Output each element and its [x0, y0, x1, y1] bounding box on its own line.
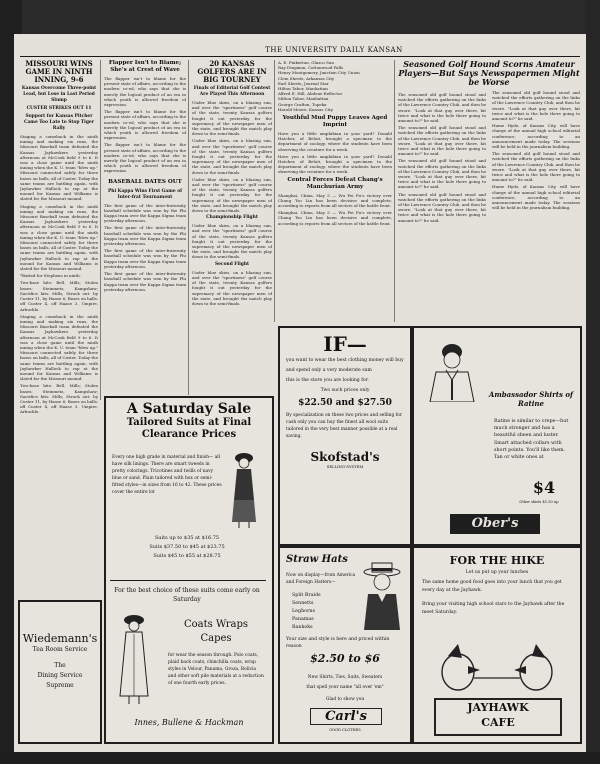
article-body: Hume Hyde, of Kansas City, will have charge of the annual high school editorial conference, according to an announcement made today. The sessions will be held in the journalism building. [492, 184, 580, 211]
ad-price: $22.50 and $27.50 [298, 398, 392, 408]
qualifier-item: Earl Sheets, Journal Star [278, 80, 329, 86]
qualifier-item: Harold Moore, Kansas City [278, 106, 333, 112]
ad-logo: Carl's [310, 708, 382, 725]
article-body: The first game of the inter-fraternity baseball schedule was won by the Phi Kappa team over the Kappa Sigma team yesterday afternoon. [104, 225, 186, 247]
qualifier-item: Alfred E. Hill, Abilene Reflector [278, 91, 343, 97]
article-body: The seasoned old golf hound stood and watched the efforts gathering on the links of the Lawrence Country Club, and then he swore. "Look at that guy over there, hit twice and what is the hole there going to amount to?" he said. [492, 151, 580, 183]
ad-price-list [112, 534, 262, 561]
column-rule [100, 60, 101, 400]
ad-line: Clearance Prices [141, 429, 237, 440]
ad-jayhawk-cafe [412, 546, 582, 744]
article-body: Under blue skies, on a blazing sun, and over the "sportiness" golf course of the state, twenty Kansas golfers fought it out yesterday for the supremacy of the newspaper men of the state, and brought the match play down to the semi-finals. [192, 223, 272, 260]
ad-title: Wraps [215, 619, 249, 630]
article-body: Hume Hyde, of Kansas City, will have charge of the annual high school editorial conference, according to an announcement made today. The sessions will be held in the journalism building. [492, 123, 580, 150]
article-body: The seasoned old golf hound stood and watched the efforts gathering on the links of the Lawrence Country Club, and then he swore. "Look at that guy over there, hit twice and what is the hole there going to amount to?" he said. [398, 92, 487, 124]
ad-body: By specialization on these two prices and selling for cash only you can buy the finest all wool suits tailored in the very best manner possible at a real saving. [286, 413, 403, 439]
ad-price: Suits $37.50 to $45 at $23.75 [149, 544, 225, 550]
ad-saturday-sale [104, 396, 274, 744]
headline-mud-puppy: Youthful Mud Puppy Leaves Aged Imprint [282, 115, 388, 129]
ad-line: Tailored Suits at Final [126, 417, 252, 428]
ad-note: Other shirts $1.50 up [519, 500, 559, 504]
article-body: Under blue skies, on a blazing sun, and over the "sportiness" golf course of the state, twenty Kansas golfers fought it out yesterday for the supremacy of the newspaper men of the state, and brought the match play down to the semi-finals. [192, 269, 272, 306]
ad-body: Ratine is similar to crepe—but much stronger and has a beautiful sheen and luster. Smart attached collars with short points. You'll like them. Tan or white ones at [494, 419, 569, 461]
ad-price: $2.50 to $6 [310, 652, 380, 665]
ad-line: The [54, 662, 66, 669]
box-score-footnote: Two-base hits: Bell, Mills; Stolen bases: Steinmetz, Kampshaw; Sacrifice hits: Mills; Struck out: by Custer 11, by Haase 6; Bases on balls: off Custer 4, off Haase 3. Umpire, Arbuckle. [20, 383, 98, 415]
ad-item: Sennetts [292, 601, 314, 606]
article-body: The first game of the inter-fraternity baseball schedule was won by the Phi Kappa team over the Kappa Sigma team yesterday afternoon. [104, 271, 186, 292]
headline-flapper: Flapper Isn't to Blame; She's at Crest of Wave [108, 60, 182, 73]
ad-price: Suits up to $35 at $16.75 [154, 535, 220, 541]
article-body: Under blue skies, on a blazing sun, and over the "sportiness" golf course of the state, twenty Kansas golfers fought it out yesterday for the supremacy of the newspaper men of the state, and brought the match play down to the semi-finals. [192, 138, 272, 175]
ad-price: $4 [532, 478, 556, 497]
ad-line: Tea Room Service [32, 646, 88, 653]
woman-in-suit-illustration [224, 448, 264, 530]
article-body: Under blue skies, on a blazing sun, and over the "sportiness" golf course of the state, twenty Kansas golfers fought it out yesterday for the supremacy of the newspaper men of the state, and brought the match play down to the semi-finals. [192, 176, 272, 214]
column-rule [188, 60, 189, 395]
masthead-rule [20, 56, 580, 57]
qualifier-item: A. E. Pinkerton, Glasco Sun [278, 60, 335, 65]
ad-title: IF— [323, 332, 367, 356]
newspaper-page [14, 34, 586, 752]
article-body: Have you a little amphibian in your yard? Donald Hatcher, of Beloit, brought a specimen to the department of zoology, where the students have been observing the creature for a week. [278, 153, 392, 175]
ad-line: Your size and style is here and priced within reason [286, 637, 390, 649]
ad-coats-titles [168, 618, 264, 646]
ad-line: and spend only a very moderate sum [286, 368, 372, 373]
cafe-name: JAYHAWK [467, 701, 529, 714]
cafe-sign [434, 698, 562, 736]
scan-border-bottom [0, 752, 600, 764]
woman-in-coat-illustration [112, 612, 156, 708]
article-body: The flapper isn't to blame for the present state of affairs, according to the modern co-ed, who says that she is merely the logical product of an era in which youth is allowed freedom of expression. [104, 142, 186, 174]
ad-body: Every one high grade in material and finish— all have silk linings. There are smart tweeds in pretty colorings. Tricotines and twills of navy blue or sand. Plain tailored with box or semi-fitted styles—in sizes from 16 to 42. These prices cover the entire lot [112, 455, 222, 495]
column-baseball [20, 60, 98, 615]
column-golf-hound [398, 60, 580, 322]
ad-body: Bring your visiting high school stars to the Jayhawk after the meet Saturday. [422, 602, 565, 615]
ad-item: Split Braids [292, 593, 321, 598]
article-body: The seasoned old golf hound stood and watched the efforts gathering on the links of the Lawrence Country Club, and then he swore. "Look at that guy over there, hit twice and what is the hole there going to amount to?" he said. [492, 90, 580, 122]
ad-tagline: SELLING-SYSTEM [326, 464, 364, 469]
man-in-straw-hat-illustration [360, 560, 404, 630]
article-body: The flapper isn't to blame for the present state of affairs, according to the modern co-ed, who says that she is merely the logical product of an era in which youth is allowed freedom of expression. [104, 76, 186, 108]
ad-obers [412, 326, 582, 546]
ad-wiedemann [18, 600, 102, 744]
cafe-name: CAFE [481, 716, 515, 729]
column-rule [394, 60, 395, 322]
qualifier-list [278, 60, 392, 112]
article-body: Staging a comeback in the ninth inning and making six runs, the Missouri Baseball team defeated the Kansas Jayhawkers yesterday afternoon at McCook field 9 to 6. It was a close game until the ninth inning when the K. U. team "blew up." Missouri connected safely for three bases on balls, all of Custer. Today the same teams are battling again, with Jayhawker Hallock to rap at the mound for Kansas and Williams is slated for the Missouri mound. [20, 134, 98, 202]
headline-golfers: 20 KANSAS GOLFERS ARE IN BIG TOURNEY [197, 60, 267, 84]
ad-title: A Saturday Sale [126, 401, 252, 417]
bracket-title-second: Second Flight [214, 261, 250, 267]
ad-logo: Skofstad's [310, 450, 380, 464]
headline-central-forces: Central Forces Defeat Chang's Manchurian Army [287, 176, 383, 190]
qualifier-item: Milton Tabor, Manhattan [278, 96, 329, 102]
ad-tagline: GOOD CLOTHES [329, 728, 361, 732]
ad-title: Straw Hats [286, 554, 348, 565]
ad-signature: Innes, Bullene & Hackman [134, 718, 244, 727]
article-columns [398, 90, 580, 223]
subhead-custer: CUSTER STRIKES OUT 11 [26, 106, 92, 111]
column-mud-puppy [278, 60, 392, 322]
qualifier-item: Clem Sheets, Arkansas City [278, 75, 335, 81]
article-body: The seasoned old golf hound stood and watched the efforts gathering on the links of the Lawrence Country Club, and then he swore. "Look at that guy over there, hit twice and what is the hole there going to amount to?" he said. [398, 158, 487, 190]
headline-missouri: MISSOURI WINS GAME IN NINTH INNING, 9-6 [25, 60, 93, 84]
article-body: Under blue skies, on a blazing sun, and over the "sportiness" golf course of the state, twenty Kansas golfers fought it out yesterday for the supremacy of the newspaper men of the state, and brought the match play down to the semi-finals. [192, 100, 272, 137]
ad-line: New Shirts, Ties, Suits, Sweaters [307, 675, 383, 680]
article-body: The seasoned old golf hound stood and watched the efforts gathering on the links of the Lawrence Country Club, and then he swore. "Look at that guy over there, hit twice and what is the hole there going to amount to?" he said. [398, 125, 487, 157]
ad-intro: For the best choice of these suits come early on Saturday [114, 587, 260, 603]
ad-line: Supreme [46, 682, 74, 689]
ad-line: Glad to show you [325, 697, 365, 702]
ad-item: Leghorns [292, 609, 315, 614]
article-body: The seasoned old golf hound stood and watched the efforts gathering on the links of the Lawrence Country Club, and then he swore. "Look at that guy over there, hit twice and what is the hole there going to amount to?" he said. [398, 191, 487, 223]
article-body: Have you a little amphibian in your yard? Donald Hatcher, of Beloit, brought a specimen to the department of zoology, where the students have been observing the creature for a week. [278, 131, 392, 152]
ad-price: Suits $45 to $55 at $28.75 [153, 553, 221, 559]
ad-skofstad [278, 326, 412, 546]
column-flapper [104, 60, 186, 395]
article-body: Shanghai, China, May 5 — Wu Pei Fu's victory over Chang Tso Lin has been decisive and complete, according to reports from all sectors of the battle front. [278, 210, 392, 226]
ad-body: The same home good food goes into your lunch that you get every day at the Jayhawk. [422, 580, 562, 593]
ad-logo: Ober's [450, 514, 540, 534]
ad-line: that spell your name "all over 'em" [306, 685, 384, 690]
article-body: The first game of the inter-fraternity baseball schedule was won by the Phi Kappa team over the Kappa Sigma team yesterday afternoon. [104, 202, 186, 224]
ad-title: Wiedemann's [22, 632, 98, 645]
subhead-support: Support for Kansas Pitcher Came Too Late to Stop Tiger Rally [23, 114, 95, 131]
bracket-title: Championship Flight [206, 215, 258, 221]
subhead-editorial-golf: Finals of Editorial Golf Contest Are Played This Afternoon [193, 86, 271, 97]
box-score-footnote: Two-base hits: Bell, Mills; Stolen bases: Steinmetz, Kampshaw; Sacrifice hits: Mills; Struck out: by Custer 11, by Haase 6; Bases on balls: off Custer 4, off Haase 3. Umpire, Arbuckle. [20, 280, 98, 312]
ad-line: you want to wear the best clothing money will buy [286, 358, 404, 363]
ad-title: Ambassador Shirts of Ratine [488, 390, 574, 408]
subhead-kansas: Kansas Overcome Three-point Lead, but Lose in Last Period Slump [21, 86, 97, 103]
ad-title: FOR THE HIKE [449, 554, 545, 567]
ad-carls [278, 546, 412, 744]
headline-baseball-dates: BASEBALL DATES OUT [108, 178, 182, 185]
subhead-phi-kappa: Phi Kappa Wins First Game of Inter-frat Tournament [107, 188, 183, 200]
ad-title: Capes [200, 633, 232, 644]
scan-border-right [586, 0, 600, 764]
masthead: THE UNIVERSITY DAILY KANSAN [265, 46, 403, 54]
column-rule [274, 60, 275, 322]
ad-body: for wear the season through. Polo coats, plaid back coats, chinchilla coats, wrap styles in Velour, Panama, Groza, Bolivia and other soft pile materials at a reduction of one fourth early prices. [168, 653, 264, 686]
qualifier-item: Henry Montgomery, Junction City Union [278, 70, 360, 76]
ad-hat-list [292, 592, 321, 632]
ad-copy [280, 356, 410, 396]
ad-line: Two such prices only [320, 388, 370, 393]
box-score-note: *Batted for Stephens in ninth. [20, 273, 81, 279]
qualifier-item: George Crafton, Topeka [278, 101, 327, 107]
ad-item: Bankoks [292, 625, 313, 630]
man-in-shirt-illustration [422, 336, 482, 402]
scan-border-top [0, 0, 600, 34]
ad-subtitle: Now on display—from America and Foreign Hatters— [286, 573, 356, 585]
article-body: The flapper isn't to blame for the present state of affairs, according to the modern co-ed, who says that she is merely the logical product of an era in which youth is allowed freedom of expression. [104, 109, 186, 141]
qualifier-item: Hilton Tabor, Manhattan [278, 86, 328, 92]
ad-line: this is the store you are looking for. [286, 378, 369, 383]
article-body: Staging a comeback in the ninth inning and making six runs, the Missouri Baseball team defeated the Kansas Jayhawkers yesterday afternoon at McCook field 9 to 6. It was a close game until the ninth inning when the K. U. team "blew up." Missouri connected safely for three bases on balls, all of Custer. Today the same teams are battling again, with Jayhawker Hallock to rap at the mound for Kansas and Williams is slated for the Missouri mound. [20, 203, 98, 272]
ad-divider [110, 580, 266, 581]
ad-item: Panamas [292, 617, 314, 622]
ad-title: Coats [183, 619, 213, 630]
article-body: The first game of the inter-fraternity baseball schedule was won by the Phi Kappa team over the Kappa Sigma team yesterday afternoon. [104, 248, 186, 269]
headline-golf-hound: Seasoned Golf Hound Scorns Amateur Players—But Says Newspapermen Might be Worse [398, 60, 580, 87]
column-golfers [192, 60, 272, 395]
qualifier-item: Ray Dingman, Cottonwood Falls [278, 65, 344, 71]
article-body: Staging a comeback in the ninth inning and making six runs, the Missouri Baseball team defeated the Kansas Jayhawkers yesterday afternoon at McCook field 9 to 6. It was a close game until the ninth inning when the K. U. team "blew up." Missouri connected safely for three bases on balls, all of Custer. Today the same teams are battling again, with Jayhawker Hallock to rap at the mound for Kansas and Williams is slated for the Missouri mound. [20, 313, 98, 382]
ad-line: Dining Service [37, 672, 83, 679]
jayhawk-birds-illustration [428, 644, 566, 700]
article-body: Shanghai, China, May 5 — Wu Pei Fu's victory over Chang Tso Lin has been decisive and complete, according to reports from all sectors of the battle front. [278, 192, 392, 209]
ad-subtitle: Let us put up your lunches [465, 570, 529, 575]
